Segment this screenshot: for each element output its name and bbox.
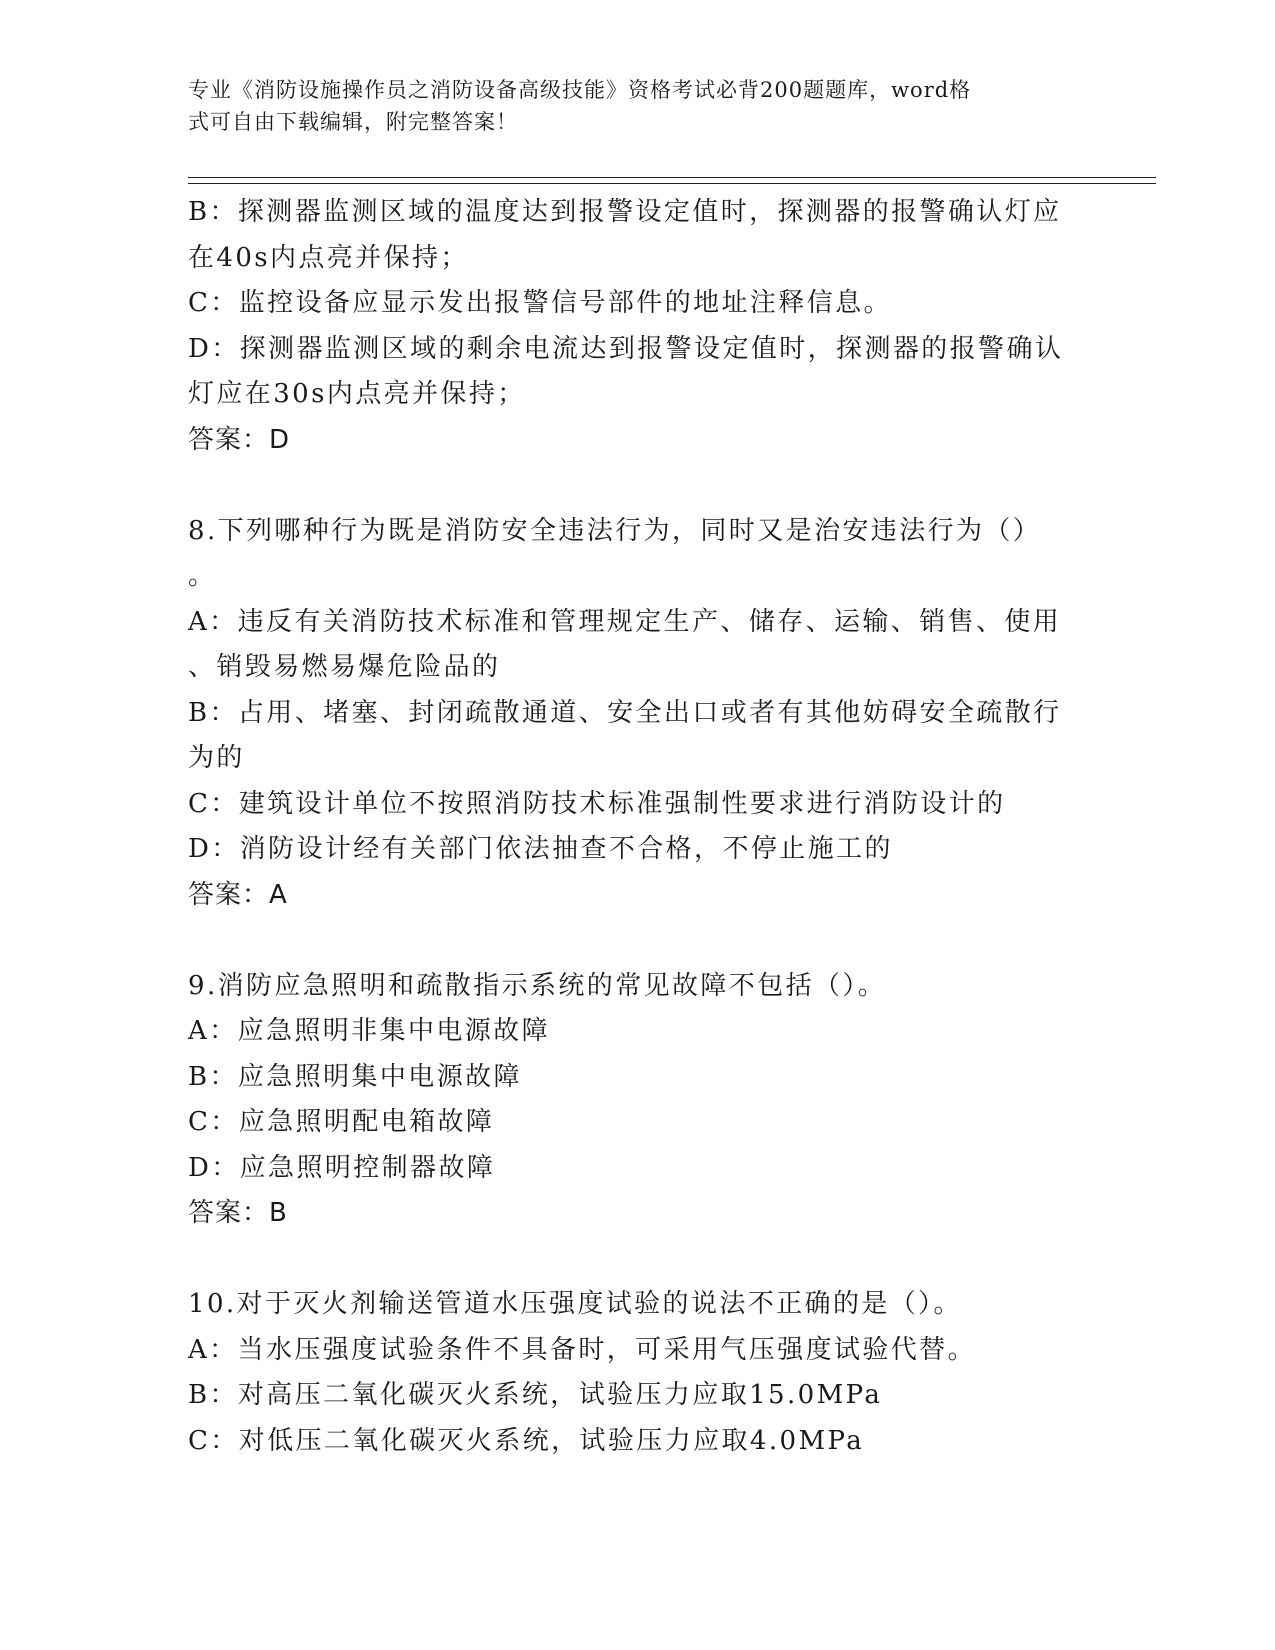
q9-option-b: B：应急照明集中电源故障 [188, 1061, 522, 1092]
q7-option-d-line-2: 灯应在30s内点亮并保持； [188, 379, 526, 409]
q9-answer: 答案：B [188, 1198, 288, 1228]
q8-question-line-2: 。 [188, 561, 217, 591]
q8-option-b-line-1: B：占用、堵塞、封闭疏散通道、安全出口或者有其他妨碍安全疏散行 [188, 697, 1062, 728]
q7-option-d-line-1: D：探测器监测区域的剩余电流达到报警设定值时，探测器的报警确认 [188, 333, 1064, 364]
q10-option-b: B：对高压二氧化碳灭火系统，试验压力应取15.0MPa [188, 1380, 883, 1410]
q10-question: 10.对于灭火剂输送管道水压强度试验的说法不正确的是（）。 [188, 1289, 962, 1319]
header-divider-top [188, 177, 1156, 178]
header-line-1: 专业《消防设施操作员之消防设备高级技能》资格考试必背200题题库，word格 [188, 78, 972, 102]
q8-option-c: C：建筑设计单位不按照消防技术标准强制性要求进行消防设计的 [188, 788, 1006, 819]
q10-option-c: C：对低压二氧化碳灭火系统，试验压力应取4.0MPa [188, 1425, 865, 1456]
q8-option-a-line-2: 、销毁易燃易爆危险品的 [188, 652, 501, 682]
q7-answer: 答案：D [188, 424, 291, 455]
q8-question-line-1: 8.下列哪种行为既是消防安全违法行为，同时又是治安违法行为（） [188, 515, 1042, 546]
q9-option-c: C：应急照明配电箱故障 [188, 1107, 495, 1137]
document-header [188, 74, 1068, 138]
question-content [188, 190, 1088, 1464]
spacer [188, 463, 1088, 509]
header-line-2: 式可自由下载编辑，附完整答案！ [188, 110, 518, 134]
q7-option-c: C：监控设备应显示发出报警信号部件的地址注释信息。 [188, 288, 892, 318]
q7-option-b-line-1: B：探测器监测区域的温度达到报警设定值时，探测器的报警确认灯应 [188, 197, 1062, 227]
spacer [188, 918, 1088, 964]
q8-option-d: D：消防设计经有关部门依法抽查不合格，不停止施工的 [188, 834, 893, 864]
q9-option-a: A：应急照明非集中电源故障 [188, 1016, 550, 1046]
q9-option-d: D：应急照明控制器故障 [188, 1152, 496, 1183]
q8-answer: 答案：A [188, 879, 288, 910]
q8-option-a-line-1: A：违反有关消防技术标准和管理规定生产、储存、运输、销售、使用 [188, 606, 1062, 637]
spacer [188, 1237, 1088, 1283]
q8-option-b-line-2: 为的 [188, 743, 245, 773]
q9-question: 9.消防应急照明和疏散指示系统的常见故障不包括（）。 [188, 970, 887, 1001]
q10-option-a: A：当水压强度试验条件不具备时，可采用气压强度试验代替。 [188, 1334, 976, 1365]
q7-option-b-line-2: 在40s内点亮并保持； [188, 242, 469, 273]
header-divider-bottom [188, 183, 1156, 184]
